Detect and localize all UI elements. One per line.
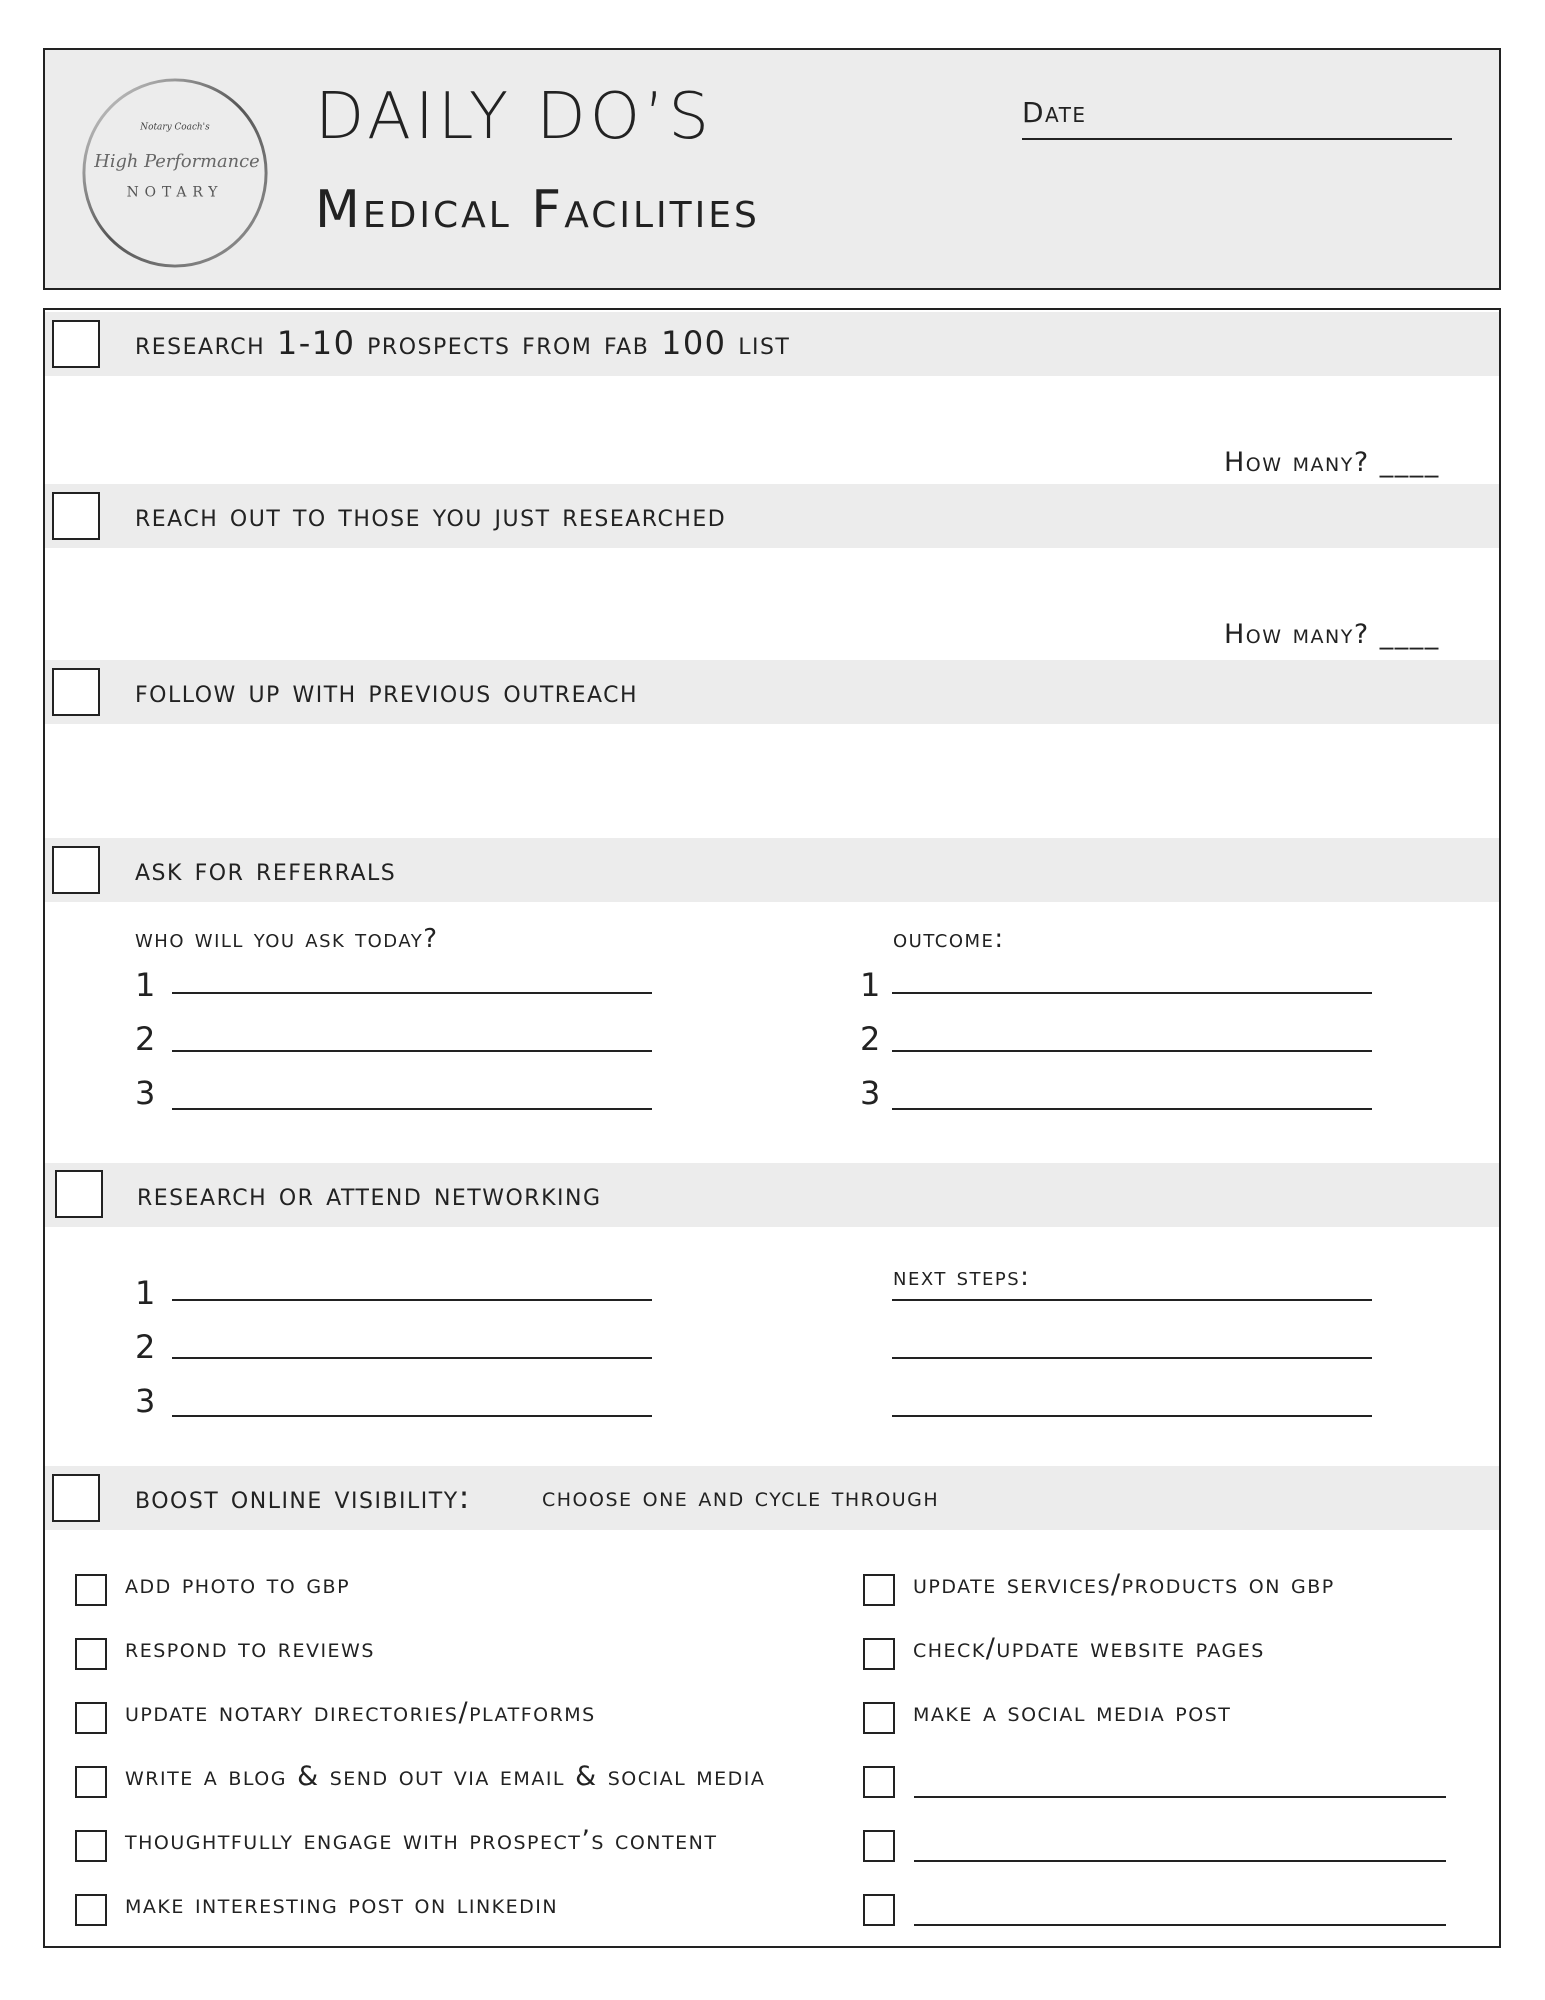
outcome-line-3[interactable] — [892, 1108, 1372, 1110]
option-label-update-directories: update notary directories/platforms — [125, 1697, 596, 1728]
networking-number-3: 3 — [135, 1382, 156, 1420]
outcome-label: outcome: — [893, 924, 1005, 954]
option-checkbox-social-post[interactable] — [863, 1702, 895, 1734]
outcome-number-3: 3 — [860, 1074, 881, 1112]
task-label-networking: research or attend networking — [137, 1175, 602, 1213]
outcome-line-1[interactable] — [892, 992, 1372, 994]
outcome-number-2: 2 — [860, 1020, 881, 1058]
option-custom-line-3[interactable] — [914, 1924, 1446, 1926]
option-label-linkedin-post: make interesting post on linkedin — [125, 1889, 559, 1920]
option-custom-line-2[interactable] — [914, 1860, 1446, 1862]
next-steps-line-1[interactable] — [892, 1299, 1372, 1301]
option-checkbox-update-website[interactable] — [863, 1638, 895, 1670]
who-will-you-ask-label: who will you ask today? — [135, 924, 439, 954]
logo-top-text: Notary Coach's — [140, 122, 210, 133]
networking-number-1: 1 — [135, 1274, 156, 1312]
option-checkbox-update-services[interactable] — [863, 1574, 895, 1606]
referral-number-2: 2 — [135, 1020, 156, 1058]
option-checkbox-linkedin-post[interactable] — [75, 1894, 107, 1926]
logo-ring — [84, 80, 266, 266]
task-checkbox-reach-out[interactable] — [52, 492, 100, 540]
task-checkbox-boost[interactable] — [52, 1474, 100, 1522]
referral-who-line-3[interactable] — [172, 1108, 652, 1110]
option-checkbox-add-photo[interactable] — [75, 1574, 107, 1606]
referral-who-line-2[interactable] — [172, 1050, 652, 1052]
task-sublabel-boost: choose one and cycle through — [542, 1482, 940, 1513]
task-checkbox-networking[interactable] — [55, 1170, 103, 1218]
date-input-line[interactable] — [1022, 138, 1452, 140]
task-checkbox-research[interactable] — [52, 320, 100, 368]
how-many-reach-out[interactable]: How many? ____ — [1224, 619, 1440, 650]
task-label-referrals: ask for referrals — [135, 850, 397, 888]
option-label-write-blog: write a blog & send out via email & social media — [125, 1761, 766, 1792]
logo-script-text: High Performance — [94, 151, 260, 173]
task-label-follow-up: follow up with previous outreach — [135, 672, 639, 710]
task-label-reach-out: reach out to those you just researched — [135, 496, 727, 534]
outcome-number-1: 1 — [860, 966, 881, 1004]
option-label-respond-reviews: respond to reviews — [125, 1633, 375, 1664]
option-checkbox-engage-content[interactable] — [75, 1830, 107, 1862]
option-label-engage-content: thoughtfully engage with prospect’s content — [125, 1825, 718, 1856]
networking-line-1[interactable] — [172, 1299, 652, 1301]
date-label: Date — [1022, 96, 1087, 129]
networking-line-2[interactable] — [172, 1357, 652, 1359]
option-label-social-post: make a social media post — [913, 1697, 1232, 1728]
task-checkbox-follow-up[interactable] — [52, 668, 100, 716]
option-label-update-website: check/update website pages — [913, 1633, 1265, 1664]
next-steps-label: next steps: — [893, 1262, 1031, 1292]
option-checkbox-custom-2[interactable] — [863, 1830, 895, 1862]
how-many-research[interactable]: How many? ____ — [1224, 447, 1440, 478]
referral-number-3: 3 — [135, 1074, 156, 1112]
next-steps-line-3[interactable] — [892, 1415, 1372, 1417]
networking-line-3[interactable] — [172, 1415, 652, 1417]
task-label-boost: boost online visibility: — [135, 1478, 471, 1516]
option-label-update-services: update services/products on gbp — [913, 1569, 1335, 1600]
option-checkbox-custom-3[interactable] — [863, 1894, 895, 1926]
option-label-add-photo: add photo to gbp — [125, 1569, 351, 1600]
task-checkbox-referrals[interactable] — [52, 846, 100, 894]
task-label-research: research 1-10 prospects from fab 100 list — [135, 324, 791, 362]
referral-who-line-1[interactable] — [172, 992, 652, 994]
option-custom-line-1[interactable] — [914, 1796, 1446, 1798]
option-checkbox-update-directories[interactable] — [75, 1702, 107, 1734]
page-subtitle: Medical Facilities — [315, 180, 760, 240]
next-steps-line-2[interactable] — [892, 1357, 1372, 1359]
option-checkbox-custom-1[interactable] — [863, 1766, 895, 1798]
networking-number-2: 2 — [135, 1328, 156, 1366]
logo-bottom-text: NOTARY — [126, 184, 224, 201]
outcome-line-2[interactable] — [892, 1050, 1372, 1052]
page-title: DAILY DO’S — [315, 80, 714, 154]
referral-number-1: 1 — [135, 966, 156, 1004]
option-checkbox-write-blog[interactable] — [75, 1766, 107, 1798]
high-performance-notary-logo — [76, 74, 274, 272]
option-checkbox-respond-reviews[interactable] — [75, 1638, 107, 1670]
